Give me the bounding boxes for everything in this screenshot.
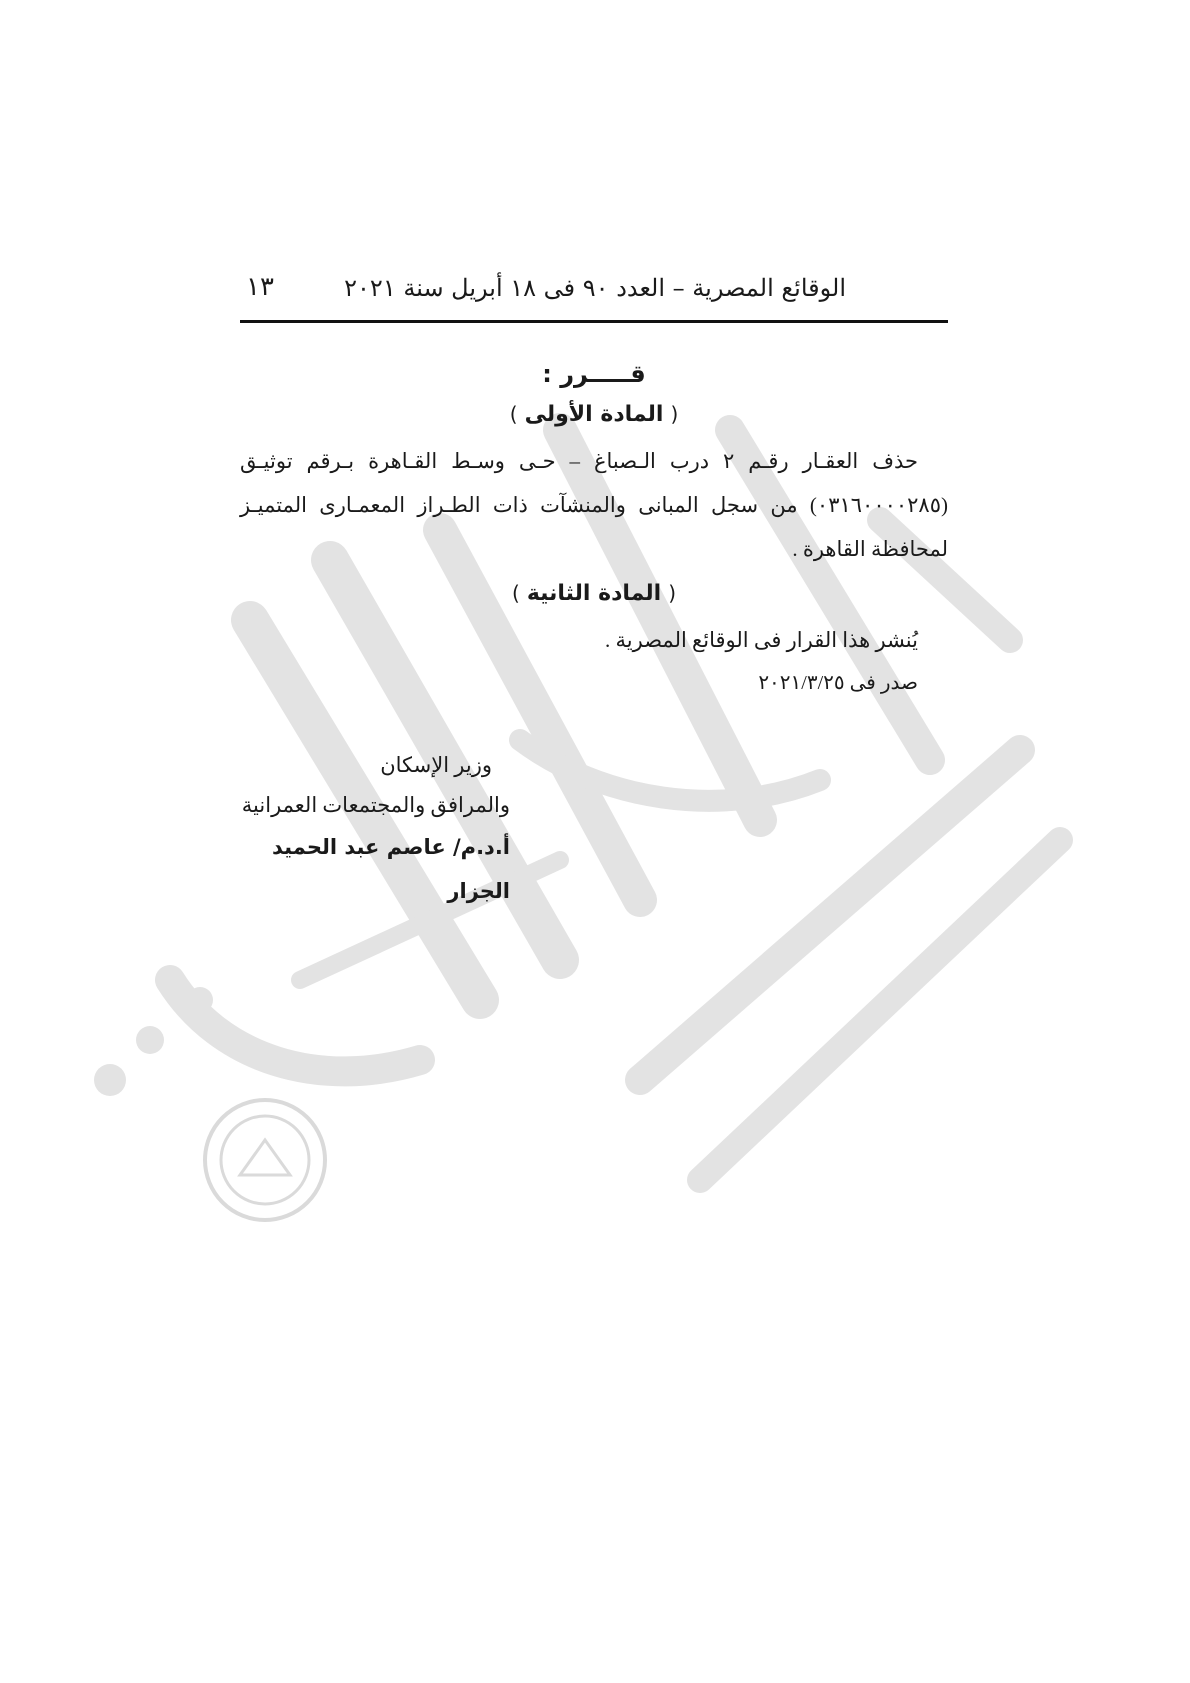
article-2-paren-open: (	[668, 581, 676, 605]
issue-date: صدر فى ٢٠٢١/٣/٢٥	[758, 672, 918, 694]
minister-title-line-2: والمرافق والمجتمعات العمرانية	[241, 793, 510, 817]
minister-name: أ.د.م/ عاصم عبد الحميد الجزار	[272, 835, 510, 903]
article-1-heading	[240, 402, 948, 427]
decision-heading: قـــــرر :	[542, 360, 646, 388]
gazette-issue-title: الوقائع المصرية – العدد ٩٠ فى ١٨ أبريل سنة ٢٠٢١	[344, 274, 846, 302]
article-2-text: يُنشر هذا القرار فى الوقائع المصرية .	[605, 628, 918, 652]
seal-icon	[205, 1100, 325, 1220]
decision-body	[240, 360, 948, 695]
article-1-title: المادة الأولى	[524, 402, 664, 427]
minister-title-line-1: وزير الإسكان	[380, 753, 492, 777]
page-header	[240, 270, 948, 326]
article-1-text: حذف العقـار رقـم ٢ درب الـصباغ – حـى وسـط القـاهرة بـرقم توثيـق (٠٣١٦٠٠٠٠٢٨٥) من سجل المبانى والمنشآت ذات الطـراز المعمـارى المتميـز لمحافظة القاهرة .	[240, 449, 948, 561]
article-2-paren-close: )	[512, 581, 520, 605]
article-2-heading	[240, 581, 948, 606]
article-1-paren-open: (	[670, 402, 679, 426]
signature-block	[240, 745, 510, 913]
article-1-paren-close: )	[509, 402, 518, 426]
header-divider	[240, 320, 948, 323]
page-number: ١٣	[246, 272, 274, 302]
article-2-title: المادة الثانية	[526, 581, 662, 606]
